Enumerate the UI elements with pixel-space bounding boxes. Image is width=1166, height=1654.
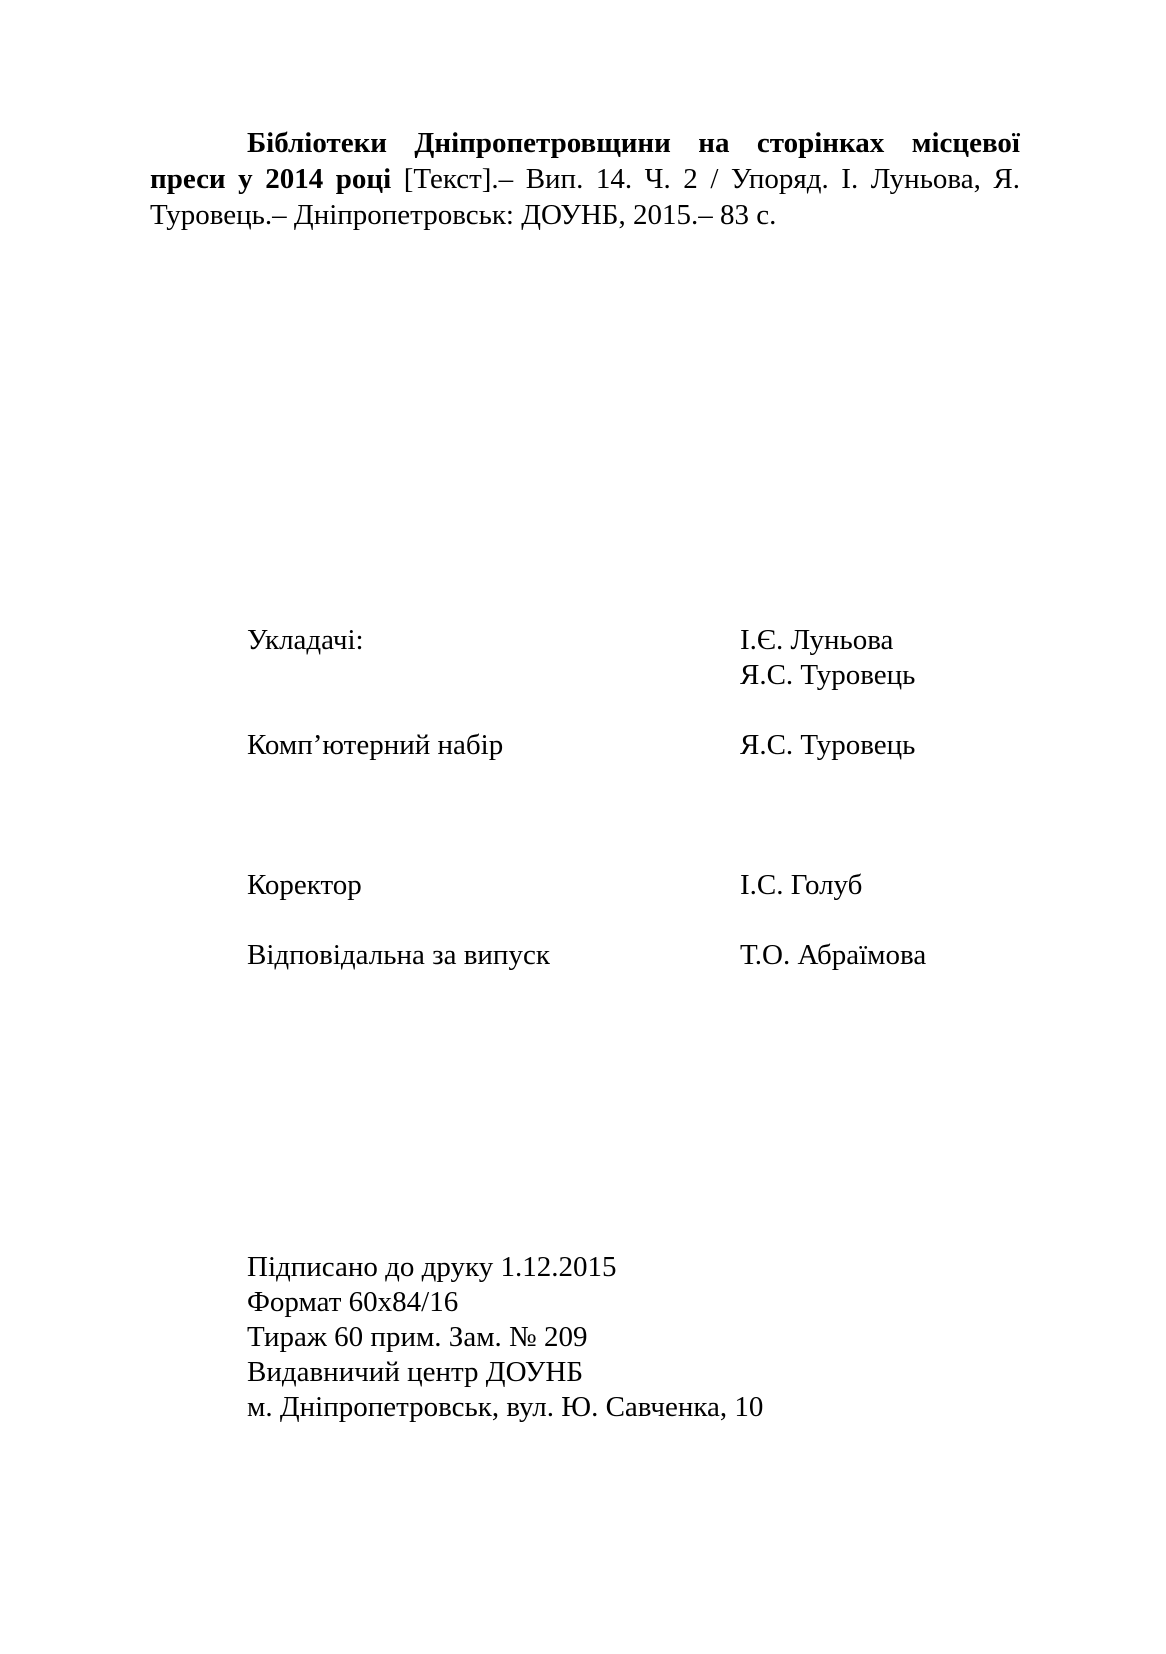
compilers-label: Укладачі: xyxy=(247,624,364,656)
imprint-address-line: м. Дніпропетровськ, вул. Ю. Савченка, 10 xyxy=(247,1391,764,1423)
bibliographic-record xyxy=(150,125,1020,233)
proofreader-label: Коректор xyxy=(247,869,362,901)
imprint-block xyxy=(247,1250,763,1425)
proofreader-name: І.С. Голуб xyxy=(740,869,863,901)
typesetting-name: Я.С. Туровець xyxy=(740,729,916,761)
imprint-print-run-line: Тираж 60 прим. Зам. № 209 xyxy=(247,1321,588,1353)
bibliographic-details: [Текст].– Вип. 14. Ч. 2 / Упоряд. І. Луньова, Я. Туровець.– Дніпропетровськ: ДОУНБ, 2015.– 83 с. xyxy=(150,163,1020,231)
bibliographic-title: Бібліотеки Дніпропетровщини на сторінках місцевої преси у 2014 році xyxy=(150,127,1020,195)
imprint-signed-line: Підписано до друку 1.12.2015 xyxy=(247,1251,617,1283)
imprint-publisher-line: Видавничий центр ДОУНБ xyxy=(247,1356,584,1388)
responsible-label: Відповідальна за випуск xyxy=(247,939,550,971)
compiler-name-2: Я.С. Туровець xyxy=(740,659,916,691)
typesetting-label: Комп’ютерний набір xyxy=(247,729,504,761)
responsible-name: Т.О. Абраїмова xyxy=(740,939,927,971)
compiler-name-1: І.Є. Луньова xyxy=(740,624,894,656)
imprint-format-line: Формат 60х84/16 xyxy=(247,1286,459,1318)
